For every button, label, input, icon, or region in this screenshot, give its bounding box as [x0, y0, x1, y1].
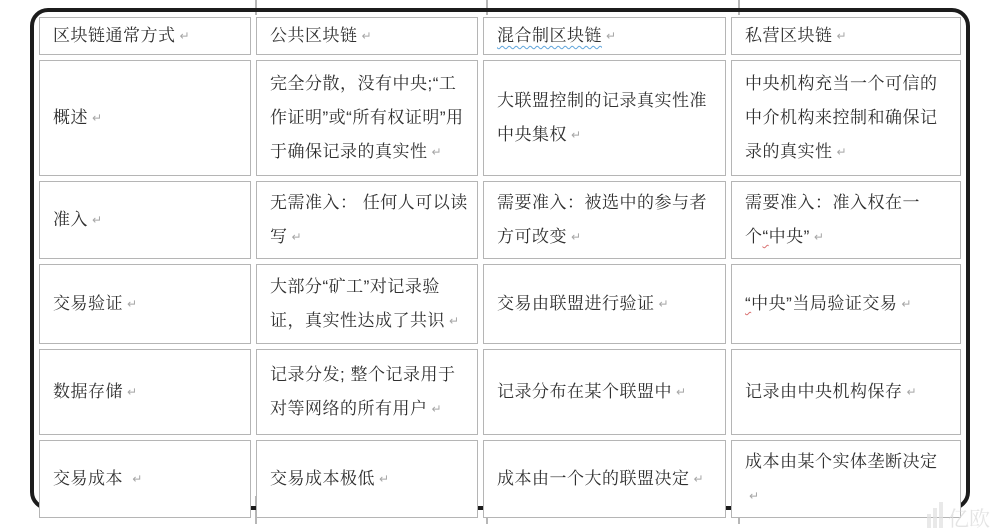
return-mark-icon: ↵ [431, 402, 443, 416]
header-text: 区块链通常方式 [53, 26, 176, 46]
blockchain-comparison-table [34, 12, 966, 523]
cell-text: 记录由中央机构保存 [745, 382, 903, 401]
return-mark-icon: ↵ [676, 385, 687, 399]
header-text: 私营区块链 [745, 26, 833, 46]
return-mark-icon: ↵ [92, 111, 103, 125]
row-label-cell [39, 349, 251, 435]
table-row-overview [39, 60, 961, 176]
cell-text: 大联盟控制的记录真实性准中央集权 [497, 91, 707, 144]
row-label: 概述 [53, 108, 88, 127]
header-cell-hybrid [483, 17, 726, 55]
cell-text: 需要准入：准入权在一个 [745, 193, 920, 246]
table-row-storage [39, 349, 961, 435]
return-mark-icon: ↵ [906, 385, 918, 399]
cell-text: 记录分布在某个联盟中 [497, 382, 672, 401]
watermark-bar [927, 514, 931, 528]
cell-text: 交易成本极低 [270, 469, 375, 488]
return-mark-icon: ↵ [431, 145, 443, 159]
row-label: 交易验证 [53, 294, 123, 313]
cell-text: 记录分发; 整个记录用于对等网络的所有用户 [270, 365, 456, 418]
return-mark-icon: ↵ [836, 29, 848, 44]
return-mark-icon: ↵ [571, 230, 582, 244]
data-cell [483, 349, 726, 435]
return-mark-icon: ↵ [606, 29, 617, 44]
cell-text: 需要准入：被选中的参与者方可改变 [497, 193, 707, 246]
cell-text: 无需准入： 任何人可以读写 [270, 193, 468, 246]
header-cell-type [39, 17, 251, 55]
return-mark-icon: ↵ [361, 29, 373, 44]
cell-text: 交易由联盟进行验证 [497, 294, 655, 313]
return-mark-icon: ↵ [379, 472, 390, 486]
row-label-cell [39, 440, 251, 518]
data-cell [483, 264, 726, 344]
cell-text: 大部分“矿工”对记录验证，真实性达成了共识 [270, 277, 445, 330]
header-text: 公共区块链 [270, 26, 358, 46]
row-label: 数据存储 [53, 382, 123, 401]
watermark-bar [933, 508, 937, 528]
data-cell [256, 181, 478, 259]
return-mark-icon: ↵ [179, 29, 191, 44]
data-cell [731, 60, 961, 176]
return-mark-icon: ↵ [813, 230, 825, 244]
header-row [39, 17, 961, 55]
return-mark-icon: ↵ [132, 472, 143, 486]
row-label-cell [39, 181, 251, 259]
spellcheck-quote: “ [745, 294, 752, 313]
cell-text: 中央机构充当一个可信的中介机构来控制和确保记录的真实性 [745, 74, 938, 161]
header-text-spellcheck: 混合制区块链 [497, 26, 602, 46]
data-cell [483, 60, 726, 176]
return-mark-icon: ↵ [693, 472, 705, 486]
cell-text: 中央” [768, 227, 810, 246]
data-cell [483, 181, 726, 259]
return-mark-icon: ↵ [449, 314, 460, 328]
return-mark-icon: ↵ [571, 128, 582, 142]
return-mark-icon: ↵ [901, 297, 912, 311]
return-mark-icon: ↵ [127, 297, 138, 311]
return-mark-icon: ↵ [749, 489, 760, 503]
return-mark-icon: ↵ [658, 297, 670, 311]
return-mark-icon: ↵ [92, 213, 103, 227]
cell-text: 完全分散，没有中央;“工作证明”或“所有权证明”用于确保记录的真实性 [270, 74, 464, 161]
row-label-cell [39, 264, 251, 344]
header-cell-private [731, 17, 961, 55]
data-cell [256, 264, 478, 344]
blockchain-comparison-table-frame [30, 8, 970, 510]
data-cell [256, 440, 478, 518]
data-cell [256, 60, 478, 176]
watermark-text: 亿欧 [948, 508, 990, 528]
row-label: 准入 [53, 210, 88, 229]
table-row-access [39, 181, 961, 259]
cell-text: 中央”当局验证交易 [751, 294, 898, 313]
row-label: 交易成本 [53, 469, 123, 488]
data-cell [256, 349, 478, 435]
row-label-cell [39, 60, 251, 176]
data-cell [483, 440, 726, 518]
data-cell [731, 349, 961, 435]
cell-text: 成本由一个大的联盟决定 [497, 469, 690, 488]
data-cell [731, 264, 961, 344]
return-mark-icon: ↵ [291, 230, 303, 244]
table-row-verification [39, 264, 961, 344]
return-mark-icon: ↵ [836, 145, 848, 159]
cell-text: 成本由某个实体垄断决定 [745, 452, 938, 471]
table-row-cost [39, 440, 961, 518]
yiou-watermark-logo [927, 502, 990, 528]
return-mark-icon: ↵ [127, 385, 138, 399]
watermark-bar [939, 502, 943, 528]
data-cell [731, 181, 961, 259]
spellcheck-quote: “ [762, 227, 769, 246]
header-cell-public [256, 17, 478, 55]
